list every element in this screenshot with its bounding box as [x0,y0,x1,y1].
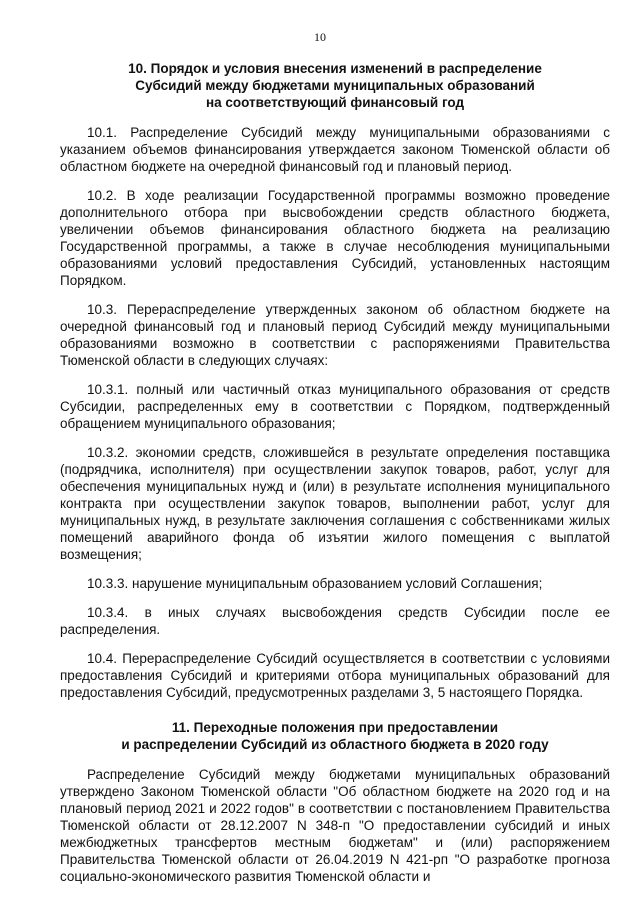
paragraph-10-4: 10.4. Перераспределение Субсидий осуществляется в соответствии с условиями предоставления Субсидий и критериями отбора муниципальных образований для предоставления Субсидий, предусмотренных разделами 3, 5 настоящего Порядка. [60,651,610,700]
paragraph-10-1: 10.1. Распределение Субсидий между муниципальными образованиями с указанием объемов финансирования утверждается законом Тюменской области об областном бюджете на очередной финансовый год и плановый период. [60,125,610,174]
paragraph-10-3-1: 10.3.1. полный или частичный отказ муниципального образования от средств Субсидии, распределенных ему в соответствии с Порядком, подтвержденный обращением муниципального образования; [60,382,610,431]
document-body [60,60,610,897]
heading-line: и распределении Субсидий из областного бюджета в 2020 году [121,737,549,752]
heading-line: на соответствующий финансовый год [205,95,465,110]
paragraph-10-3-2: 10.3.2. экономии средств, сложившейся в результате определения поставщика (подрядчика, исполнителя) при осуществлении закупок товаров, работ, услуг для обеспечения муниципальных нужд и (или) в результате исполнения муниципального контракта при осуществлении закупок товаров, выполнении работ, услуг для муниципальных нужд, в результате заключения соглашения с собственниками жилых помещений аварийного фонда об изъятии жилого помещения с выплатой возмещения; [60,445,610,562]
heading-line: Субсидий между бюджетами муниципальных образований [135,78,535,93]
heading-line: 11. Переходные положения при предоставлении [171,720,499,735]
page-number: 10 [314,30,326,44]
section-10-heading [60,60,610,111]
paragraph-10-3-4: 10.3.4. в иных случаях высвобождения средств Субсидии после ее распределения. [60,605,610,637]
paragraph-10-3-3: 10.3.3. нарушение муниципальным образованием условий Соглашения; [87,576,543,591]
paragraph-10-3: 10.3. Перераспределение утвержденных законом об областном бюджете на очередной финансовый год и плановый период Субсидий между муниципальными образованиями возможно в соответствии с распоряжениями Правительства Тюменской области в следующих случаях: [60,302,610,368]
paragraph-11-1: Распределение Субсидий между бюджетами муниципальных образований утверждено Законом Тюменской области "Об областном бюджете на 2020 год и на плановый период 2021 и 2022 годов" в соответствии с постановлением Правительства Тюменской области от 28.12.2007 N 348-п "О предоставлении субсидий и иных межбюджетных трансфертов местным бюджетам" и (или) распоряжением Правительства Тюменской области от 26.04.2019 N 421-рп "О разработке прогноза социально-экономического развития Тюменской области и [60,767,610,884]
paragraph-10-2: 10.2. В ходе реализации Государственной программы возможно проведение дополнительного отбора при высвобождении средств областного бюджета, увеличении объемов финансирования областного бюджета на реализацию Государственной программы, а также в случае несоблюдения муниципальными образованиями условий предоставления Субсидий, установленных настоящим Порядком. [60,188,610,288]
section-11-heading [60,719,610,753]
heading-line: 10. Порядок и условия внесения изменений в распределение [128,61,542,76]
